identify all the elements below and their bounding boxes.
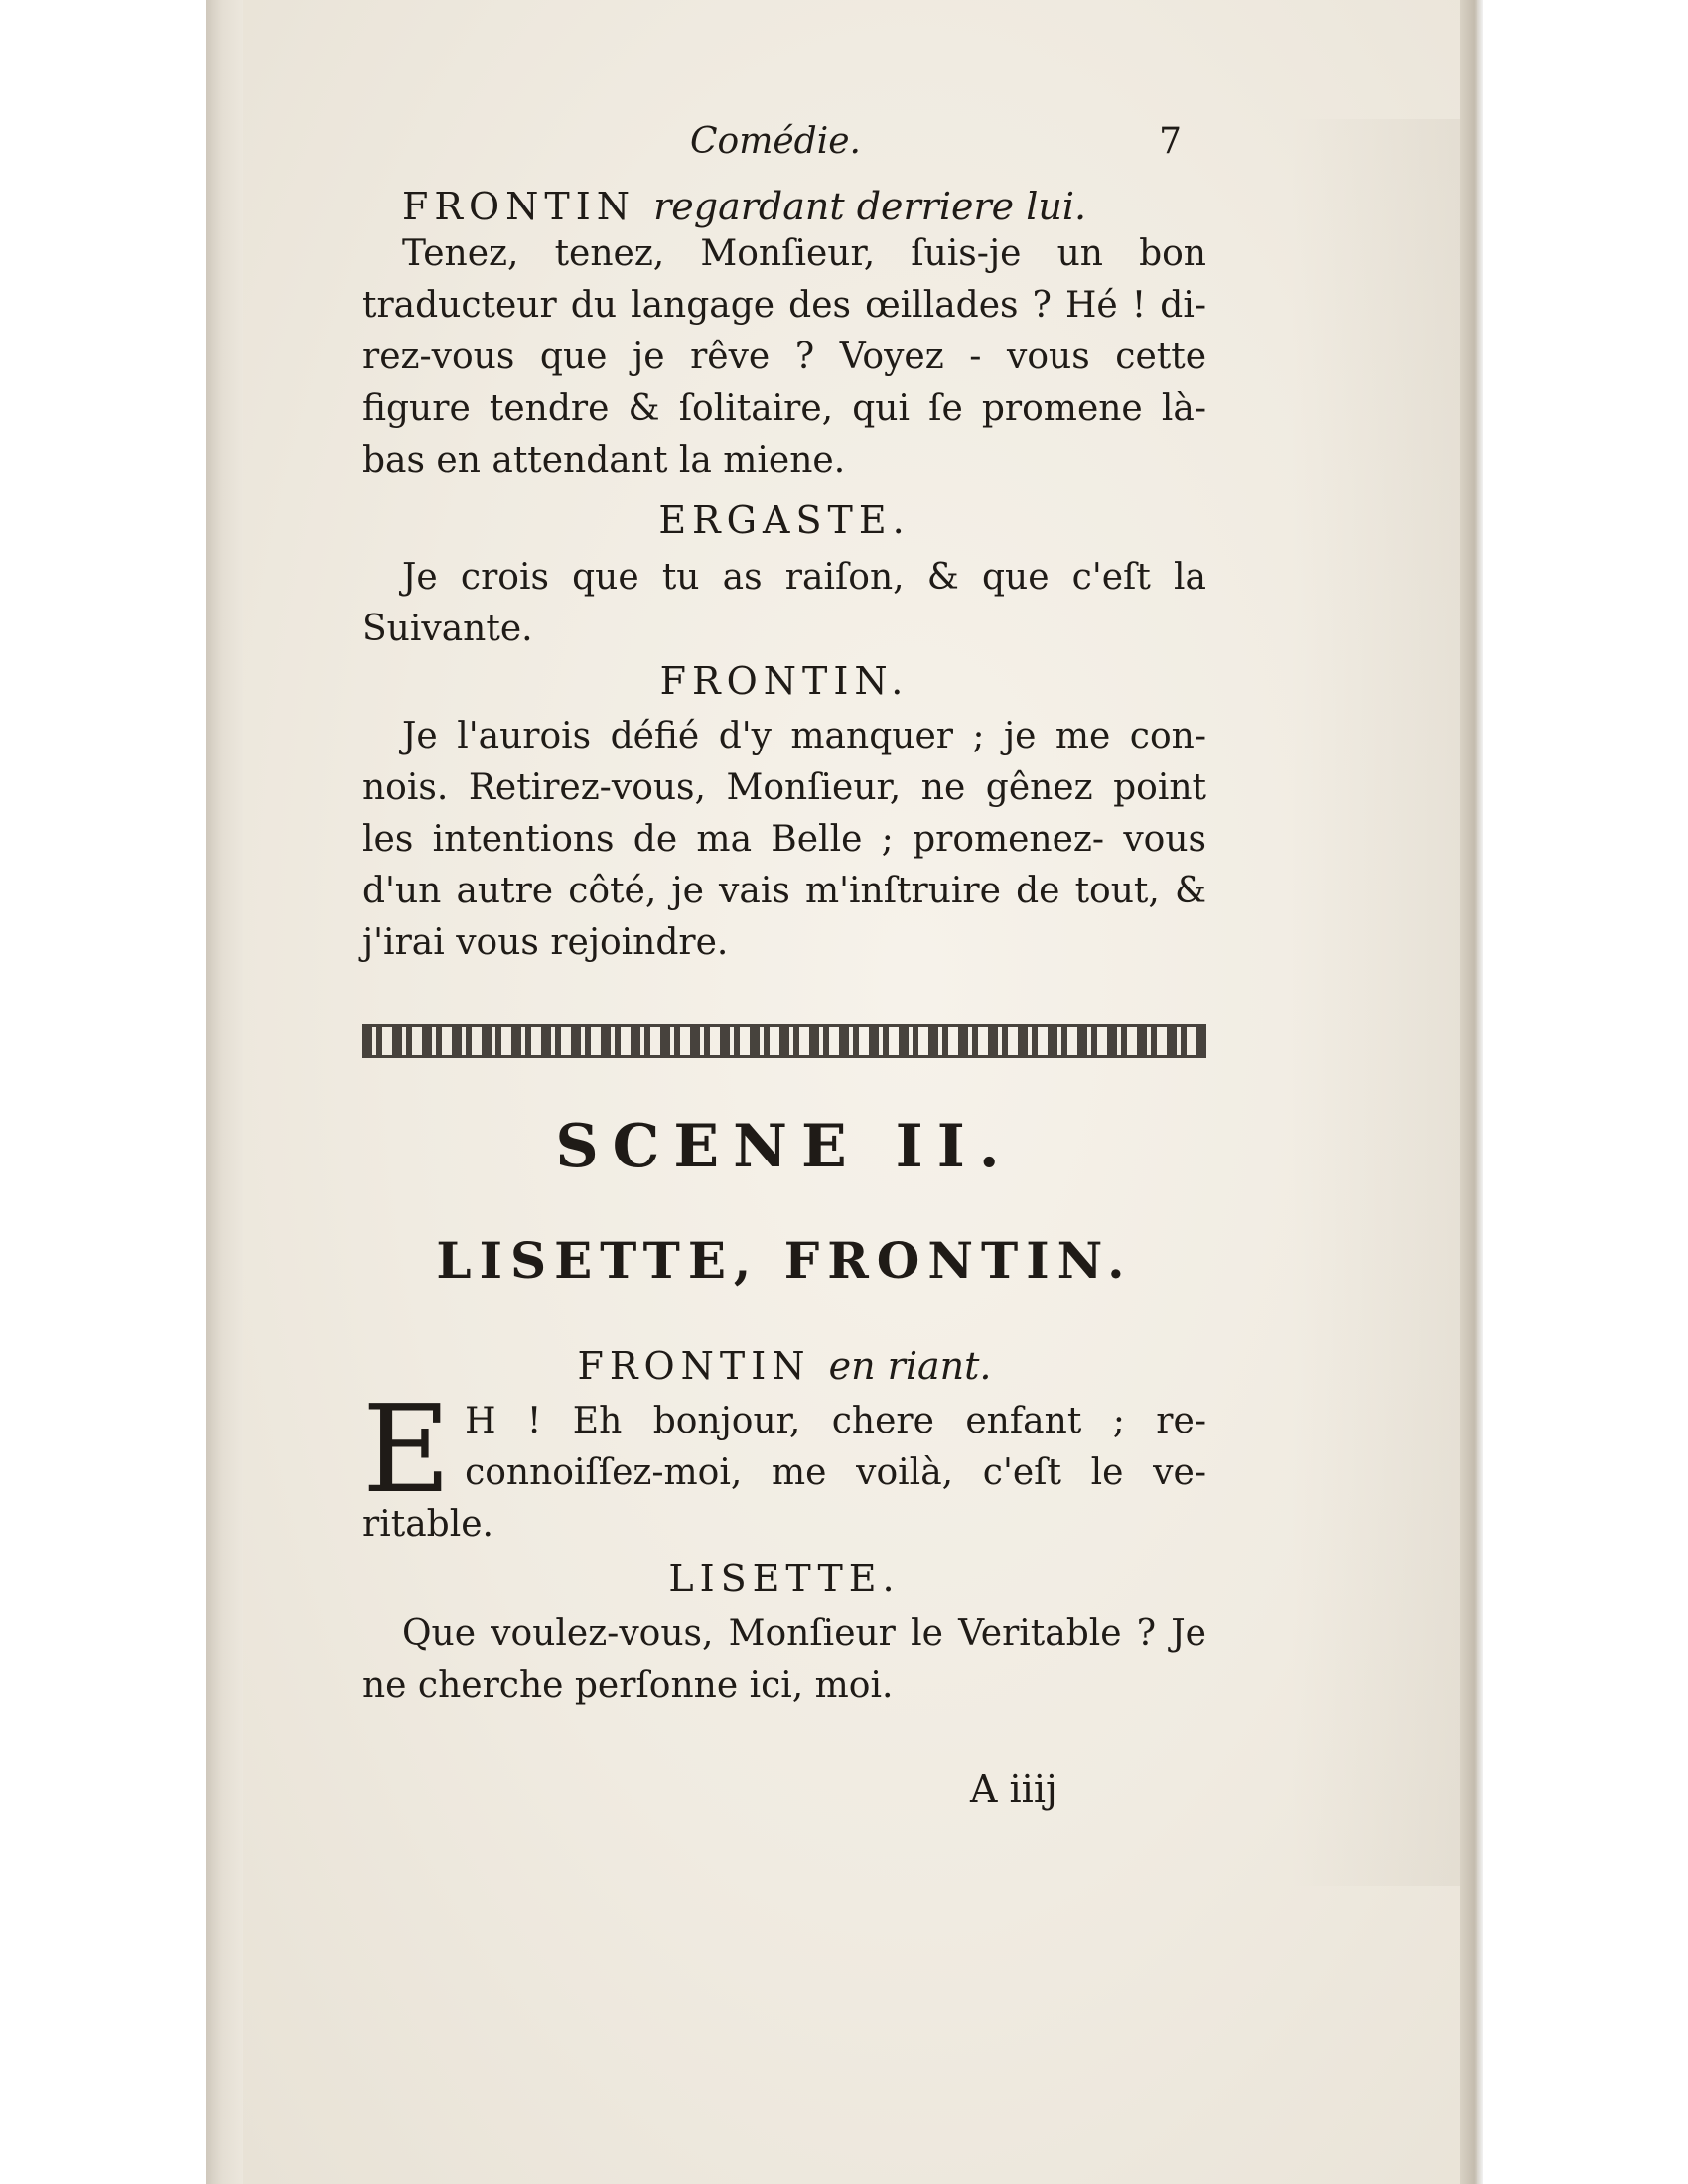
speech-text: Tenez, tenez, Monſieur, ſuis-je un bon traducteur du langage des œillades ? Hé ! di- rez-vous que je rêve ? Voyez - vous cette figure tendre & ſolitaire, qui ſe promene là- bas en attendant la miene. bbox=[362, 233, 1206, 480]
speech-frontin-3-heading bbox=[362, 1344, 1206, 1388]
scene-title: SCENE II. bbox=[555, 1112, 1014, 1181]
speech-ergaste bbox=[362, 552, 1206, 655]
speech-text: H ! Eh bonjour, chere enfant ; re- connoiſſez-moi, me voilà, c'eſt le ve- ritable. bbox=[362, 1401, 1206, 1545]
page-edge bbox=[1460, 0, 1483, 2184]
speech-lisette bbox=[362, 1608, 1206, 1711]
speech-ergaste-heading bbox=[362, 498, 1206, 542]
signature-mark: A iiij bbox=[970, 1767, 1057, 1811]
drop-capital: E bbox=[362, 1379, 452, 1520]
speaker-name: FRONTIN bbox=[577, 1344, 811, 1388]
stage-direction: en riant. bbox=[828, 1344, 992, 1388]
speaker-name: FRONTIN. bbox=[659, 659, 910, 703]
show-through-shadow bbox=[1291, 119, 1460, 1886]
scene-characters: LISETTE, FRONTIN. bbox=[436, 1231, 1133, 1290]
speaker-name: ERGASTE. bbox=[658, 498, 911, 542]
speech-frontin-2-heading bbox=[362, 659, 1206, 703]
speech-text: Que voulez-vous, Monſieur le Veritable ? Je ne cherche perſonne ici, moi. bbox=[362, 1613, 1206, 1706]
book-gutter bbox=[206, 0, 243, 2184]
speech-frontin-2 bbox=[362, 711, 1206, 969]
printers-ornament bbox=[362, 1024, 1206, 1058]
speech-text: Je crois que tu as raiſon, & que c'eſt la Suivante. bbox=[362, 557, 1206, 649]
speaker-heading bbox=[362, 185, 1206, 228]
speech-frontin-1 bbox=[362, 185, 1206, 486]
page-number: 7 bbox=[1159, 121, 1182, 162]
running-title: Comédie. bbox=[690, 121, 861, 162]
running-head bbox=[362, 121, 1206, 165]
speech-lisette-heading bbox=[362, 1557, 1206, 1600]
speech-frontin-3 bbox=[362, 1379, 1206, 1551]
speaker-heading bbox=[362, 1344, 1206, 1388]
speaker-name: LISETTE. bbox=[668, 1557, 901, 1600]
stage-direction: regardant derriere lui. bbox=[653, 185, 1087, 228]
speech-text: Je l'aurois défié d'y manquer ; je me con- nois. Retirez-vous, Monſieur, ne gênez point les intentions de ma Belle ; promenez- vous d'un autre côté, je vais m'inſtruire de tout, & j'irai vous rejoindre. bbox=[362, 716, 1206, 963]
speaker-name: FRONTIN bbox=[402, 185, 635, 228]
